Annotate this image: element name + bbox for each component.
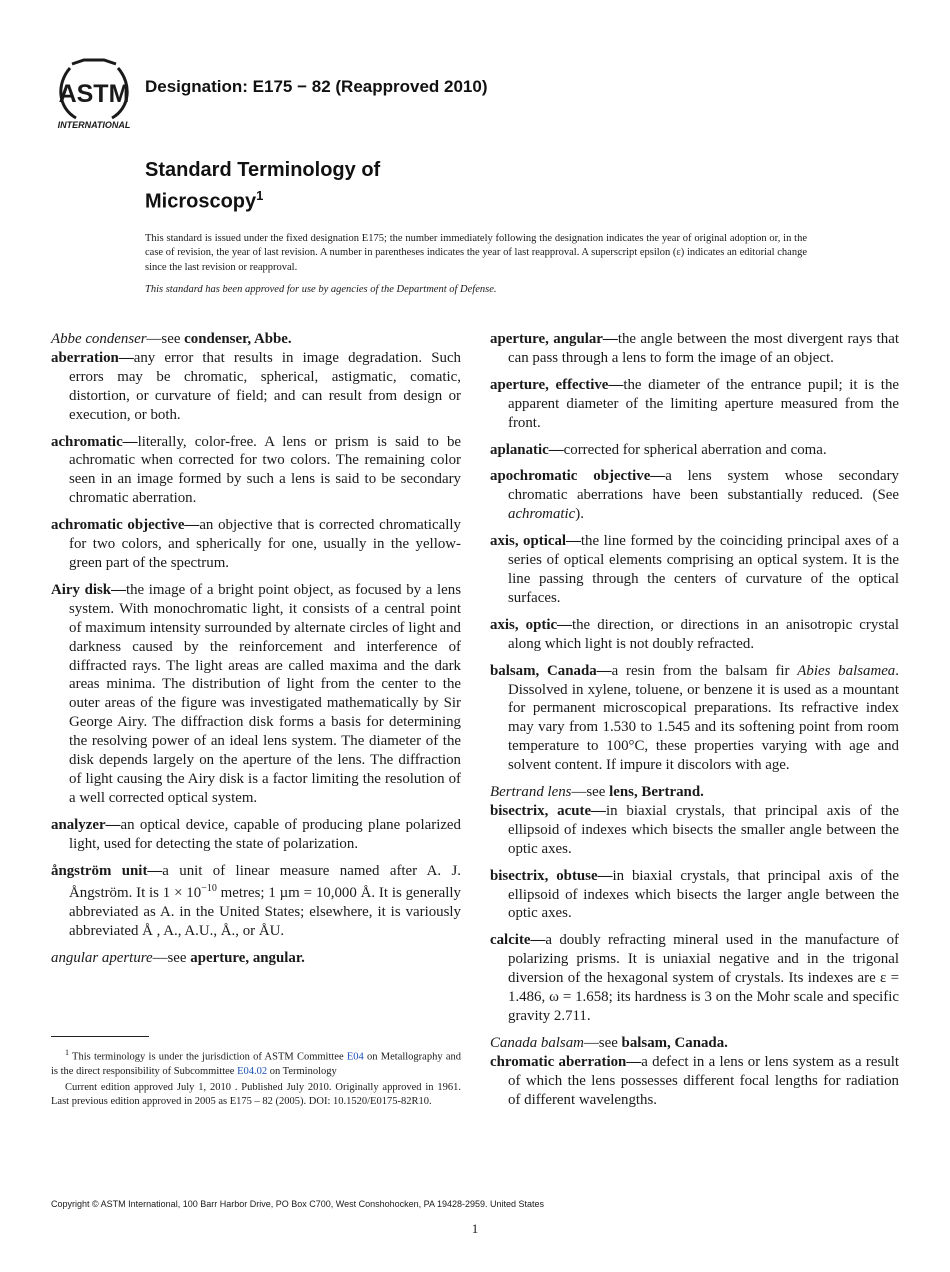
footnote-1: $^1$ This terminology is under the jurisdiction of ASTM Committee E04 on Metallography and is the direct responsibility of Subcommittee E04.02 on Terminology <box>51 1048 462 1077</box>
term-entry-axis-optic: axis, optic—the direction, or directions in an anisotropic crystal along which light is not doubly refracted. <box>490 616 899 652</box>
term-entry-calcite: calcite—a doubly refracting mineral used in the manufacture of polarizing prisms. It is uniaxial negative and in the trigonal diversion of the hexagonal system of crystals. Its indexes are ε = 1.486, ω = 1.658; its hardness is 3 on the Mohr scale and specific gravity 2.711. <box>490 932 899 1024</box>
svg-text:INTERNATIONAL: INTERNATIONAL <box>57 120 131 130</box>
dod-approval: This standard has been approved for use by agencies of the Department of Defense. <box>145 284 497 296</box>
right-column <box>490 330 899 1118</box>
term-entry-analyzer: analyzer—an optical device, capable of producing plane polarized light, used for detecting the state of polarization. <box>51 816 461 852</box>
footnote-divider <box>51 1036 149 1037</box>
page-number: 1 <box>471 1221 479 1236</box>
term-entry-aplanatic: aplanatic—corrected for spherical aberration and coma. <box>490 441 827 458</box>
footnotes <box>51 1046 461 1112</box>
term-entry-angstrom-unit: ångström unit—a unit of linear measure named after A. J. Ångström. It is $1 \times 10^{-10}$ metres; 1 µm = 10,000 Å. It is generally abbreviated as A. in the United States; elsewhere, it is variously abbreviated Å , A., A.U., Å., or ÅU. <box>51 862 461 940</box>
term-entry-airy-disk: Airy disk—the image of a bright point object, as focused by a lens system. With monochromatic light, it consists of a central point of maximum intensity surrounded by alternate circles of light and darkness caused by the reinforcement and interference of diffracted rays. The light areas are called maxima and the dark areas minima. The distribution of light from the center to the outer areas of the figure was investigated mathematically by Sir George Airy. The diffraction disk forms a basis for determining the resolving power of an ideal lens system. The diameter of the disk depends largely on the aperture of the lens. The diffraction of light causing the Airy disk is a factor limiting the resolution of a well corrected optical system. <box>51 581 461 806</box>
term-entry-achromatic-objective: achromatic objective—an objective that is corrected chromatically for two colors, and spherically for one, usually in the yellow-green part of the spectrum. <box>51 517 461 571</box>
subcommittee-e04-02-link[interactable]: E04.02 <box>237 1065 268 1077</box>
designation: Designation: E175 − 82 (Reapproved 2010) <box>145 77 488 96</box>
document-title: Standard Terminology of Microscopy$^1$ <box>145 159 381 213</box>
term-entry-aberration: aberration—any error that results in image degradation. Such errors may be chromatic, spherical, astigmatic, comatic, distortion, or curvature of field; and can result from design or execution, or both. <box>51 349 461 423</box>
svg-text:ASTM: ASTM <box>58 80 130 108</box>
term-entry-balsam-canada: balsam, Canada—a resin from the balsam fir Abies balsamea. Dissolved in xylene, toluene, or benzene it is used as a mountant for permanent microscopical preparations. Its refractive index may vary from 1.530 to 1.545 and its softening point from room temperature to 100°C, these properties varying with age and solvent content. If impure it discolors with age. <box>490 662 899 774</box>
term-entry-bertrand-lens: Bertrand lens—see lens, Bertrand. <box>490 784 704 801</box>
astm-logo <box>54 56 134 132</box>
preamble <box>145 232 807 298</box>
term-entry-aperture-angular: aperture, angular—the angle between the most divergent rays that can pass through a lens to form the image of an object. <box>490 331 899 366</box>
preamble-text: This standard is issued under the fixed designation E175; the number immediately following the designation indicates the year of original adoption or, in the case of revision, the year of last revision. A number in parentheses indicates the year of last reapproval. A superscript epsilon (ε) indicates an editorial change since the last revision or reapproval. <box>145 233 807 273</box>
term-entry-aperture-effective: aperture, effective—the diameter of the entrance pupil; it is the apparent diameter of the limiting aperture measured from the front. <box>490 376 899 431</box>
left-column <box>51 330 461 976</box>
term-entry-canada-balsam: Canada balsam—see balsam, Canada. <box>490 1034 728 1051</box>
term-entry-bisectrix-obtuse: bisectrix, obtuse—in biaxial crystals, that principal axis of the ellipsoid of indexes which bisects the larger angle between the optic axes. <box>490 867 899 922</box>
term-entry-bisectrix-acute: bisectrix, acute—in biaxial crystals, that principal axis of the ellipsoid of indexes which bisects the smaller angle between the optic axes. <box>490 802 899 857</box>
term-entry-axis-optical: axis, optical—the line formed by the coinciding principal axes of a series of optical elements comprising an optical system. It is the line passing through the centers of curvature of the optical surfaces. <box>490 533 899 606</box>
edition-note: Current edition approved July 1, 2010 . Published July 2010. Originally approved in 1961. Last previous edition approved in 2005 as E175 – 82 (2005). DOI: 10.1520/E0175-82R10. <box>51 1082 461 1108</box>
title-footnote-mark[interactable]: 1 <box>256 188 264 203</box>
committee-e04-link[interactable]: E04 <box>346 1051 364 1063</box>
term-entry-apochromatic-objective: apochromatic objective—a lens system whose secondary chromatic aberrations have been substantially reduced. (See achromatic). <box>490 468 899 523</box>
term-entry-angular-aperture: angular aperture—see aperture, angular. <box>51 950 305 967</box>
term-entry-chromatic-aberration: chromatic aberration—a defect in a lens or lens system as a result of which the lens possesses different focal lengths for radiation of different wavelengths. <box>490 1053 900 1108</box>
copyright-notice: Copyright © ASTM International, 100 Barr Harbor Drive, PO Box C700, West Conshohocken, PA 19428-2959. United States <box>51 1199 545 1209</box>
term-entry-abbe-condenser: Abbe condenser—see condenser, Abbe. <box>51 331 292 347</box>
term-entry-achromatic: achromatic—literally, color-free. A lens or prism is said to be achromatic when corrected for two colors. The remaining color seen in an image formed by such a lens is said to be secondary chromatic aberration. <box>51 433 461 507</box>
